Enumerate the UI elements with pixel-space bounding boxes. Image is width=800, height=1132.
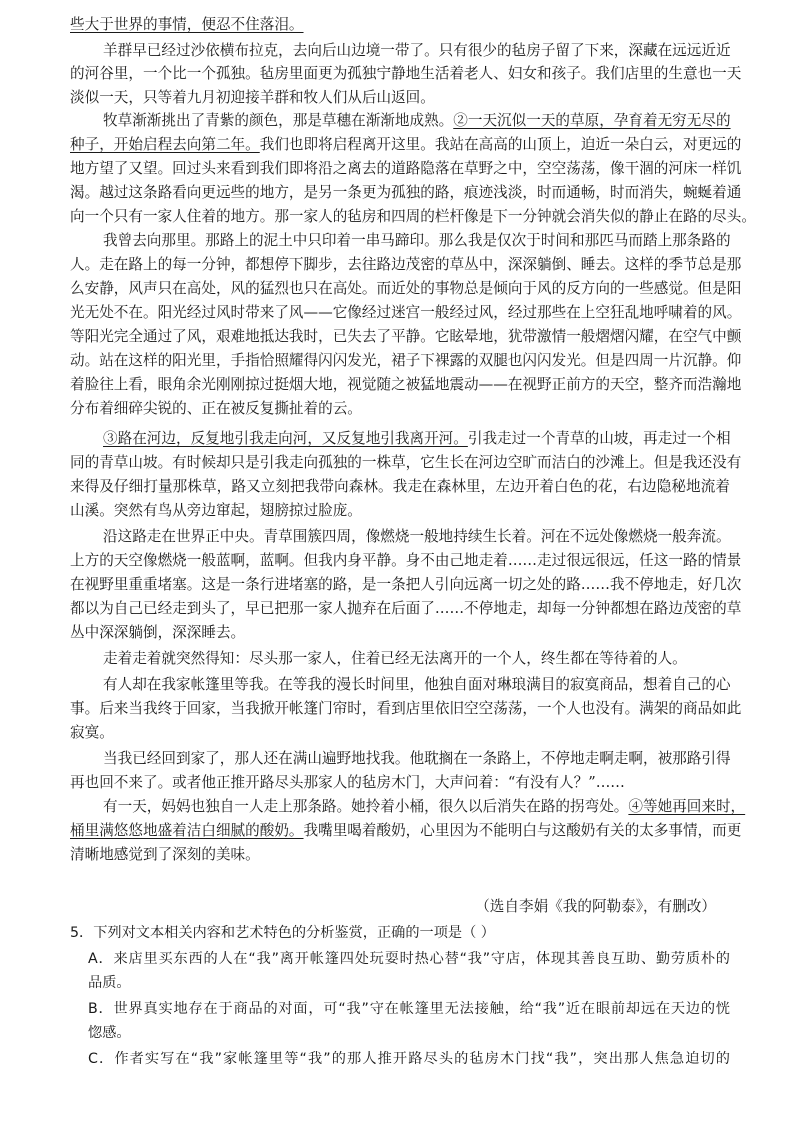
text-run: 光无处不在。阳光经过风时带来了风——它像经过迷宫一般经过风，经过那些在上空狂乱地呼啸着的风。 (70, 304, 742, 321)
passage-line (103, 748, 730, 770)
passage-line (70, 374, 742, 396)
text-run: 渴。越过这条路看向更远些的地方，是另一条更为孤独的路，痕迹浅淡，时而通畅，时而消失，蜿蜒着通 (70, 184, 742, 201)
text-run: 我嘴里喝着酸奶，心里因为不能明白与这酸奶有关的太多事情，而更 (303, 822, 742, 839)
text-run: 等阳光完全通过了风，艰难地抵达我时，已失去了平静。它眩晕地，犹带激情一般熠熠闪耀，在空气中颤 (70, 328, 742, 345)
text-run: 山溪。突然有鸟从旁边窜起，翅膀掠过脸庞。 (70, 502, 362, 519)
passage-line (70, 500, 730, 522)
text-run: 沿这路走在世界正中央。青草围簇四周，像燃烧一般地持续生长着。河在不远处像燃烧一般奔流。 (103, 528, 731, 545)
option-b-line-2: 惚感。 (88, 1025, 131, 1041)
underlined-text: 种子，开始启程去向第二年。 (70, 136, 260, 153)
text-run: 我们也即将启程离开这里。我站在高高的山顶上，迫近一朵白云，对更远的 (259, 136, 742, 153)
underlined-text: 桶里满悠悠地盛着洁白细腻的酸奶。 (70, 822, 304, 839)
text-run: 有人却在我家帐篷里等我。在等我的漫长时间里，他独自面对琳琅满目的寂寞商品，想着自己的心 (103, 676, 731, 693)
underlined-text: 些大于世界的事情，便忍不住落泪。 (70, 16, 304, 33)
text-run: 人。走在路上的每一分钟，都想停下脚步，去往路边茂密的草丛中，深深躺倒、睡去。这样的季节总是那 (70, 256, 742, 273)
passage-line (103, 526, 730, 548)
text-run: 分布着细碎尖锐的、正在被反复撕扯着的云。 (70, 400, 362, 417)
passage-line (103, 648, 730, 670)
text-run: 向一个只有一家人住着的地方。那一家人的毡房和四周的栏杆像是下一分钟就会消失似的静止在路的尽头。 (70, 208, 756, 225)
passage-line (70, 550, 742, 572)
passage-line (70, 622, 730, 644)
text-run: 事。后来当我终于回家，当我掀开帐篷门帘时，看到店里依旧空空荡荡，一个人也没有。满架的商品如此 (70, 700, 742, 717)
passage-line (70, 63, 742, 85)
text-run: 上方的天空像燃烧一般蓝啊，蓝啊。但我内身平静。身不由己地走着……走过很远很远，任这一路的情景 (70, 552, 742, 569)
text-run: 来得及仔细打量那株草，路又立刻把我带向森林。我走在森林里，左边开着白色的花，右边隐秘地流着 (70, 478, 730, 495)
passage-line (70, 452, 742, 474)
underlined-text: ②一天沉似一天的草原，孕育着无穷无尽的 (453, 112, 731, 129)
source-citation: （选自李娟《我的阿勒泰》，有删改） (475, 898, 716, 915)
text-run: 有一天，妈妈也独自一人走上那条路。她拎着小桶，很久以后消失在路的拐弯处。 (103, 798, 629, 815)
passage-line (70, 158, 742, 180)
passage-line (70, 182, 742, 204)
passage-line (70, 574, 742, 596)
passage-line (70, 134, 742, 156)
text-run: 丛中深深躺倒，深深睡去。 (70, 624, 246, 641)
passage-line (70, 326, 742, 348)
text-run: 清晰地感觉到了深刻的美味。 (70, 846, 260, 863)
text-run: 的河谷里，一个比一个孤独。毡房里面更为孤独宁静地生活着老人、妇女和孩子。我们店里的生意也一天 (70, 65, 742, 82)
text-run: 在视野里重重堵塞。这是一条行进堵塞的路，是一条把人引向远离一切之处的路……我不停地走，好几次 (70, 576, 742, 593)
passage-line (70, 302, 742, 324)
passage-line (103, 674, 730, 696)
text-run: 淡似一天，只等着九月初迎接羊群和牧人们从后山返回。 (70, 89, 435, 106)
option-c-line-1: C．作者实写在“我”家帐篷里等“我”的那人推开路尽头的毡房木门找“我”，突出那人焦急迫切的 (88, 1051, 730, 1067)
passage-line (70, 350, 742, 372)
option-b-line-1: B．世界真实地存在于商品的对面，可“我”守在帐篷里无法接触，给“我”近在眼前却远在天边的恍 (88, 1001, 730, 1017)
passage-line (70, 820, 742, 842)
passage-line (70, 278, 742, 300)
underlined-text: ④等她再回来时， (628, 798, 746, 815)
passage-line (103, 230, 730, 252)
passage-line (103, 110, 730, 132)
passage-line (70, 254, 742, 276)
passage-line (70, 14, 730, 36)
text-run: 动。站在这样的阳光里，手指恰照耀得闪闪发光，裙子下裸露的双腿也闪闪发光。但是四周一片沉静。仰 (70, 352, 742, 369)
passage-line (70, 206, 756, 228)
passage-line (103, 40, 730, 62)
text-run: 引我走过一个青草的山坡，再走过一个相 (467, 430, 731, 447)
passage-line (70, 87, 730, 109)
text-run: 同的青草山坡。有时候却只是引我走向孤独的一株草，它生长在河边空旷而洁白的沙滩上。但是我还没有 (70, 454, 742, 471)
text-run: 再也回不来了。或者他正推开路尽头那家人的毡房木门，大声问着：“有没有人？”…… (70, 774, 625, 791)
text-run: 羊群早已经过沙依横布拉克，去向后山边境一带了。只有很少的毡房子留了下来，深藏在远远近近 (103, 42, 731, 59)
passage-line (103, 428, 730, 450)
passage-line (70, 398, 730, 420)
passage-line (70, 476, 730, 498)
passage-line (70, 698, 742, 720)
text-run: 我曾去向那里。那路上的泥土中只印着一串马蹄印。那么我是仅次于时间和那匹马而踏上那条路的 (103, 232, 731, 249)
text-run: 寂寞。 (70, 724, 114, 741)
passage-line (103, 796, 746, 818)
underlined-text: ③路在河边，反复地引我走向河，又反复地引我离开河。 (103, 430, 468, 447)
text-run: 地方望了又望。回过头来看到我们即将沿之离去的道路隐落在草野之中，空空荡荡，像干涸的河床一样饥 (70, 160, 742, 177)
text-run: 么安静，风声只在高处，风的猛烈也只在高处。而近处的事物总是倾向于风的反方向的一些感觉。但是阳 (70, 280, 742, 297)
option-a-line-2: 品质。 (88, 975, 131, 991)
text-run: 着脸往上看，眼角余光刚刚掠过挺烟大地，视觉随之被猛地震动——在视野正前方的天空，整齐而浩瀚地 (70, 376, 742, 393)
passage-line (70, 772, 730, 794)
text-run: 走着走着就突然得知：尽头那一家人，住着已经无法离开的一个人，终生都在等待着的人。 (103, 650, 687, 667)
text-run: 当我已经回到家了，那人还在满山遍野地找我。他耽搁在一条路上，不停地走啊走啊，被那路引得 (103, 750, 731, 767)
text-run: 都以为自己已经走到头了，早已把那一家人抛弃在后面了……不停地走，却每一分钟都想在路边茂密的草 (70, 600, 742, 617)
option-a-line-1: A．来店里买东西的人在“我”离开帐篷四处玩耍时热心替“我”守店，体现其善良互助、勤劳质朴的 (88, 951, 730, 967)
question-stem: 5．下列对文本相关内容和艺术特色的分析鉴赏，正确的一项是（ ） (70, 925, 495, 941)
passage-line (70, 722, 730, 744)
passage-line (70, 598, 742, 620)
text-run: 牧草渐渐挑出了青紫的颜色，那是草穗在渐渐地成熟。 (103, 112, 454, 129)
passage-line (70, 844, 730, 866)
